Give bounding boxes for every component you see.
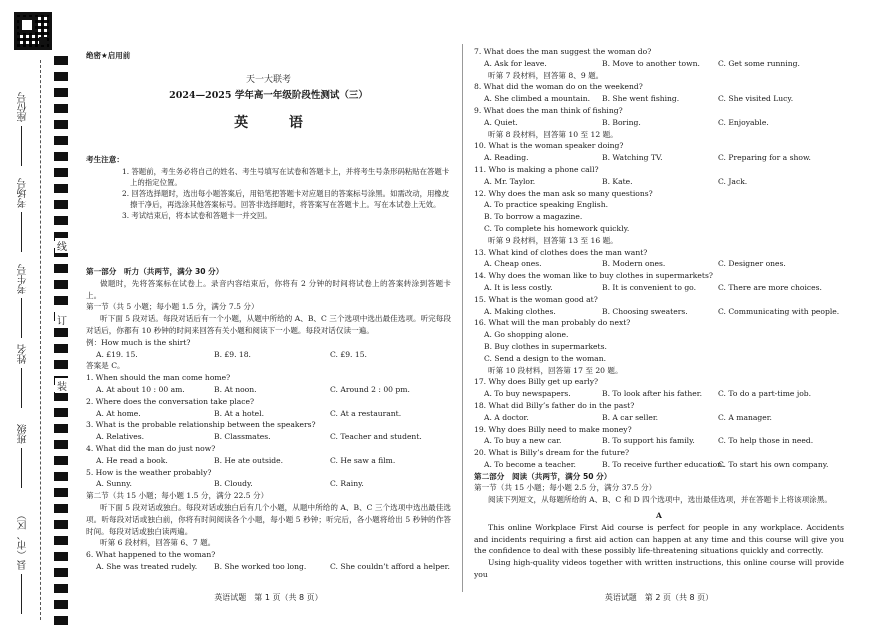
passage-paragraph: Using high-quality videos together with written instructions, this online course will provide you [474, 558, 844, 580]
question-options [474, 93, 844, 105]
option: A. Relatives. [96, 432, 145, 442]
binding-bar [54, 504, 68, 513]
option: C. Designer ones. [718, 259, 786, 269]
passage-label: A [656, 511, 662, 521]
field-county[interactable]: 县（市、区） [14, 510, 34, 614]
option: C. Around 2 : 00 pm. [330, 384, 410, 394]
question-list [86, 372, 451, 490]
question: 19. Why does Billy need to make money? [474, 424, 632, 434]
option: B. To borrow a magazine. [484, 212, 583, 222]
option: C. He saw a film. [330, 455, 396, 465]
binding-bar [54, 120, 68, 129]
material-note: 听第 10 段材料，回答第 17 至 20 题。 [488, 365, 623, 375]
option: C. To start his own company. [718, 459, 829, 469]
qr-code [14, 12, 52, 50]
sec1-instructions: 听下面 5 段对话。每段对话后有一个小题，从题中所给的 A、B、C 三个选项中选出最佳选项。听完每段对话后，你都有 10 秒钟的时间来回答有关小题和阅读下一小题。每段对话仅读一遍。 [86, 314, 451, 335]
right-column [474, 46, 844, 581]
option: A. Ask for leave. [484, 58, 547, 68]
option: B. She worked too long. [214, 561, 307, 571]
binding-bar [54, 520, 68, 529]
option: A. It is less costly. [484, 282, 553, 292]
part2-title: 第二部分 阅读（共两节，满分 50 分） [474, 471, 612, 481]
binding-bar [54, 152, 68, 161]
question-options [474, 388, 844, 400]
part2-sec1-title: 第一节（共 15 小题；每小题 2.5 分，满分 37.5 分） [474, 483, 657, 493]
material-note: 听第 7 段材料，回答第 8、9 题。 [488, 70, 604, 80]
question: 15. What is the woman good at? [474, 294, 598, 304]
subject-title: 英 语 [234, 115, 321, 131]
question-options [86, 384, 451, 396]
option: C. Rainy. [330, 479, 364, 489]
option: A. Go shopping alone. [484, 330, 569, 340]
option: B. Boring. [602, 117, 641, 127]
option: B. At a hotel. [214, 408, 265, 418]
binding-bar [54, 472, 68, 481]
option: C. Preparing for a show. [718, 153, 811, 163]
binding-bar [54, 296, 68, 305]
question-options [474, 459, 844, 471]
binding-bar [54, 136, 68, 145]
exam-org: 天一大联考 [245, 75, 291, 85]
question: 8. What did the woman do on the weekend? [474, 82, 643, 92]
option: A. £19. 15. [96, 349, 138, 359]
question: 4. What did the man do just now? [86, 443, 216, 453]
option: C. There are more choices. [718, 282, 822, 292]
question: 18. What did Billy’s father do in the past? [474, 400, 635, 410]
option: C. A manager. [718, 412, 772, 422]
question-options [86, 455, 451, 467]
notice-title: 考生注意： [86, 155, 124, 164]
option: A. To become a teacher. [484, 459, 576, 469]
material-note: 听第 6 段材料，回答第 6、7 题。 [100, 538, 216, 548]
binding-bar [54, 328, 68, 337]
option: C. Jack. [718, 176, 748, 186]
sec2-instructions: 听下面 5 段对话或独白。每段对话或独白后有几个小题，从题中所给的 A、B、C 三个选项中选出最佳选项。听每段对话或独白前，你将有时间阅读各个小题，每小题 5 秒钟；听完后，各小题将给出 5 秒钟的作答时间。每段对话或独白读两遍。 [86, 502, 451, 536]
question-options [86, 478, 451, 490]
sec1-title: 第一节（共 5 小题；每小题 1.5 分，满分 7.5 分） [86, 302, 259, 312]
option: B. To look after his father. [602, 389, 702, 399]
notice-list [86, 166, 451, 221]
binding-bar [54, 216, 68, 225]
binding-bar [54, 552, 68, 561]
option: A. A doctor. [484, 412, 529, 422]
secret-mark: 绝密★启用前 [86, 51, 131, 60]
sec2-title: 第二节（共 15 小题；每小题 1.5 分，满分 22.5 分） [86, 491, 269, 501]
option: C. Teacher and student. [330, 432, 422, 442]
exam-title: 2024—2025 学年高一年级阶段性测试（三） [169, 90, 368, 101]
option: A. To buy a new car. [484, 436, 562, 446]
question-options [474, 306, 844, 318]
option: B. A car seller. [602, 412, 659, 422]
option: A. At home. [96, 408, 141, 418]
option: A. To practice speaking English. [484, 200, 609, 210]
question-options [474, 282, 844, 294]
option: C. £9. 15. [330, 349, 367, 359]
question-options [474, 176, 844, 188]
binding-bar [54, 344, 68, 353]
notice-item: 1. 答题前，考生务必将自己的姓名、考生号填写在试卷和答题卡上，并将考生号条形码粘贴在答题卡上的指定位置。 [122, 166, 450, 187]
binding-strip [0, 0, 78, 630]
notice-item: 2. 回答选择题时，选出每小题答案后，用铅笔把答题卡对应题目的答案标号涂黑。如需改动，用橡皮擦干净后，再选涂其他答案标号。回答非选择题时，将答案写在答题卡上。写在本试卷上无效。 [122, 188, 450, 209]
binding-bar [54, 616, 68, 625]
example-answer: 答案是 C。 [86, 361, 125, 371]
binding-bar [54, 488, 68, 497]
question: 20. What is Billy’s dream for the future? [474, 448, 630, 458]
option: A. Cheap ones. [484, 259, 542, 269]
binding-bar [54, 280, 68, 289]
question: 5. How is the weather probably? [86, 467, 212, 477]
question: 9. What does the man think of fishing? [474, 105, 623, 115]
option: A. Reading. [484, 153, 529, 163]
page-2 [474, 0, 844, 630]
question-options [86, 561, 451, 573]
material-note: 听第 9 段材料，回答第 13 至 16 题。 [488, 235, 618, 245]
binding-bar [54, 440, 68, 449]
binding-bar [54, 88, 68, 97]
binding-bar [54, 72, 68, 81]
part1-section [86, 266, 451, 573]
binding-bar [54, 456, 68, 465]
option: B. To support his family. [602, 436, 695, 446]
question-options [474, 412, 844, 424]
question: 11. Who is making a phone call? [474, 164, 599, 174]
question: 17. Why does Billy get up early? [474, 377, 599, 387]
option: C. She visited Lucy. [718, 94, 794, 104]
part1-title: 第一部分 听力（共两节，满分 30 分） [86, 267, 224, 276]
option: C. To help those in need. [718, 436, 814, 446]
binding-bar [54, 408, 68, 417]
cut-mark-line: 线 [55, 238, 69, 253]
example-question: 例：How much is the shirt? [86, 337, 191, 347]
option: C. Enjoyable. [718, 117, 769, 127]
cut-mark-fit: 装 [55, 378, 69, 393]
binding-bar [54, 104, 68, 113]
binding-bar [54, 584, 68, 593]
option: B. Watching TV. [602, 153, 663, 163]
option: B. Buy clothes in supermarkets. [484, 341, 607, 351]
field-name[interactable]: 姓名 [14, 344, 34, 408]
option: A. Sunny. [96, 479, 132, 489]
question: 6. What happened to the woman? [86, 550, 216, 560]
option: B. Classmates. [214, 432, 271, 442]
question-options [86, 431, 451, 443]
passage-paragraph: This online Workplace First Aid course is perfect for people in any workplace. Accidents and incidents requiring a first aid action can happen at any time and this course will give you the confidence to deal with these possibly life-threatening situations quickly and correctly. [474, 522, 844, 556]
question-options [474, 58, 844, 70]
notice-section [86, 154, 451, 221]
page-1 [86, 0, 451, 630]
question: 12. Why does the man ask so many questions? [474, 188, 653, 198]
example-options [86, 349, 451, 361]
question: 3. What is the probable relationship between the speakers? [86, 420, 316, 430]
question: 16. What will the man probably do next? [474, 318, 631, 328]
binding-bar [54, 264, 68, 273]
question-options [474, 435, 844, 447]
option: C. Communicating with people. [718, 306, 840, 316]
part1-intro: 做题时，先将答案标在试卷上。录音内容结束后，你将有 2 分钟的时间将试卷上的答案转涂到答题卡上。 [86, 278, 451, 300]
binding-bar [54, 424, 68, 433]
option: A. To buy newspapers. [484, 389, 571, 399]
field-exam-room[interactable]: 考场号 [14, 178, 34, 252]
binding-bar [54, 360, 68, 369]
question: 13. What kind of clothes does the man want? [474, 247, 648, 257]
option: B. It is convenient to go. [602, 282, 697, 292]
option: A. Quiet. [484, 117, 518, 127]
option: B. Modern ones. [602, 259, 666, 269]
option: B. Kate. [602, 176, 633, 186]
question: 7. What does the man suggest the woman do? [474, 47, 652, 56]
option: C. Send a design to the woman. [484, 353, 607, 363]
option: C. To do a part-time job. [718, 389, 812, 399]
binding-bar [54, 168, 68, 177]
option: B. Cloudy. [214, 479, 253, 489]
question: 10. What is the woman speaker doing? [474, 141, 624, 151]
binding-bar [54, 200, 68, 209]
option: B. He ate outside. [214, 455, 284, 465]
option: C. To complete his homework quickly. [484, 223, 630, 233]
option: C. Get some running. [718, 58, 800, 68]
question: 2. Where does the conversation take place? [86, 396, 255, 406]
page-footer: 英语试题 第 2 页（共 8 页） [604, 593, 714, 602]
material-note: 听第 8 段材料，回答第 10 至 12 题。 [488, 129, 618, 139]
option: B. £9. 18. [214, 349, 251, 359]
notice-item: 3. 考试结束后，将本试卷和答题卡一并交回。 [122, 210, 272, 220]
binding-line [40, 60, 41, 620]
question-options [474, 117, 844, 129]
option: A. At about 10 : 00 am. [96, 384, 185, 394]
option: B. Move to another town. [602, 58, 700, 68]
option: B. Choosing sweaters. [602, 306, 688, 316]
question-options [86, 408, 451, 420]
option: B. To receive further education. [602, 459, 725, 469]
binding-bar [54, 184, 68, 193]
field-seat-number[interactable]: 座位号 [14, 92, 34, 166]
binding-bar [54, 600, 68, 609]
page-divider [462, 44, 463, 592]
option: B. At noon. [214, 384, 257, 394]
option: C. She couldn’t afford a helper. [330, 561, 450, 571]
binding-bar [54, 56, 68, 65]
binding-bar [54, 392, 68, 401]
binding-bar [54, 536, 68, 545]
binding-bar [54, 568, 68, 577]
part2-instructions: 阅读下列短文，从每题所给的 A、B、C 和 D 四个选项中，选出最佳选项，并在答题卡上将该项涂黑。 [488, 495, 832, 505]
question: 14. Why does the woman like to buy clothes in supermarkets? [474, 271, 713, 281]
option: B. She went fishing. [602, 94, 680, 104]
question-options [474, 152, 844, 164]
field-candidate-number[interactable]: 考生号 [14, 264, 34, 338]
question: 1. When should the man come home? [86, 373, 231, 383]
option: A. Making clothes. [484, 306, 556, 316]
question-options [474, 258, 844, 270]
option: A. He read a book. [96, 455, 168, 465]
page-footer: 英语试题 第 1 页（共 8 页） [214, 593, 323, 602]
option: A. She climbed a mountain. [484, 94, 591, 104]
field-class[interactable]: 班级 [14, 424, 34, 488]
option: A. She was treated rudely. [96, 561, 198, 571]
option: A. Mr. Taylor. [484, 176, 536, 186]
cut-mark-bind: 订 [55, 312, 69, 327]
option: C. At a restaurant. [330, 408, 402, 418]
